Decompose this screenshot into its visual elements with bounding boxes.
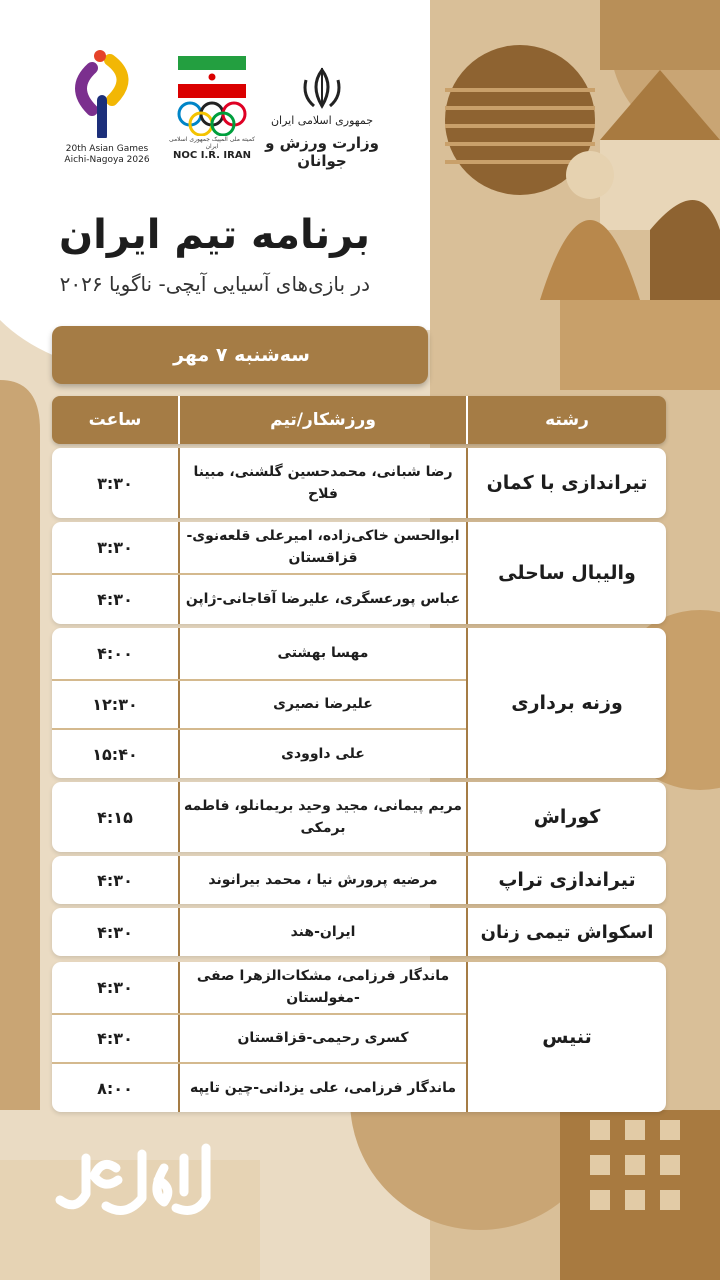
iran-flag-olympic-rings-icon (172, 54, 252, 136)
table-row (52, 908, 518, 956)
sport-name: والیبال ساحلی (498, 562, 636, 584)
table-row (52, 1064, 518, 1112)
team-cell: کسری رحیمی-قزاقستان (237, 1030, 409, 1046)
team-cell: مریم پیمانی، مجید وحید بریمانلو، فاطمه برمکی (184, 798, 462, 836)
team-cell: ماندگار فرزامی، مشکات‌الزهرا صفی -مغولستان (196, 968, 450, 1006)
ministry-line-1: جمهوری اسلامی ایران (270, 114, 374, 127)
time-cell: ۳:۳۰ (97, 537, 133, 557)
team-cell: مرضیه پرورش نیا ، محمد بیرانوند (208, 872, 438, 888)
table-row (52, 448, 518, 518)
page-subtitle: در بازی‌های آسیایی آیچی- ناگویا ۲۰۲۶ (59, 272, 370, 296)
header-logos (0, 48, 720, 168)
column-header-time: ساعت (88, 410, 142, 430)
sport-name: کوراش (533, 806, 601, 828)
iran-ghahreman-logo (46, 1128, 226, 1228)
table-row (52, 856, 518, 904)
time-cell: ۸:۰۰ (97, 1078, 133, 1098)
iran-emblem-icon (262, 66, 382, 110)
time-cell: ۴:۳۰ (97, 1028, 133, 1048)
noc-logo (168, 54, 256, 164)
schedule-group (52, 856, 666, 904)
noc-persian-caption: کمیته ملی المپیک جمهوری اسلامی ایران (168, 136, 256, 150)
time-cell: ۱۵:۴۰ (92, 744, 138, 764)
sport-name: تنیس (542, 1026, 592, 1048)
table-header (52, 396, 666, 444)
time-cell: ۴:۳۰ (97, 922, 133, 942)
team-cell: مهسا بهشتی (277, 645, 369, 661)
ministry-line-2: وزارت ورزش و جوانان (265, 134, 379, 170)
team-cell: ابوالحسن خاکی‌زاده، امیرعلی قلعه‌نوی-قزاقستان (186, 528, 460, 566)
time-cell: ۱۲:۳۰ (92, 694, 138, 714)
sport-name: تیراندازی با کمان (486, 472, 648, 494)
schedule-group (52, 908, 666, 956)
table-row (52, 522, 518, 572)
ministry-logo (262, 66, 382, 176)
team-cell: عباس پورعسگری، علیرضا آقاجانی-ژاپن (185, 591, 461, 607)
time-cell: ۴:۳۰ (97, 977, 133, 997)
schedule-group (52, 448, 666, 518)
sport-name: وزنه برداری (511, 692, 623, 714)
table-row (52, 730, 518, 778)
table-row (52, 680, 518, 728)
asian-games-logo (52, 48, 162, 168)
time-cell: ۴:۰۰ (97, 643, 133, 663)
table-row (52, 962, 518, 1012)
time-cell: ۳:۳۰ (97, 473, 133, 493)
table-row (52, 628, 518, 678)
page-title: برنامه تیم ایران (59, 212, 370, 258)
schedule-group (52, 628, 666, 778)
column-header-team: ورزشکار/تیم (270, 410, 376, 430)
schedule-group (52, 782, 666, 852)
table-row (52, 782, 518, 852)
games-caption-2: Aichi-Nagoya 2026 (64, 155, 150, 165)
noc-caption: NOC I.R. IRAN (173, 150, 251, 161)
time-cell: ۴:۱۵ (97, 807, 133, 827)
games-caption-1: 20th Asian Games (65, 144, 149, 154)
time-cell: ۴:۳۰ (97, 870, 133, 890)
table-row (52, 1014, 518, 1062)
team-cell: علی داوودی (281, 746, 365, 762)
table-row (52, 574, 518, 624)
sport-name: تیراندازی تراپ (498, 869, 636, 891)
asian-games-emblem-icon (52, 48, 162, 138)
sport-name: اسکواش تیمی زنان (480, 921, 654, 943)
team-cell: رضا شبانی، محمدحسین گلشنی، مبینا فلاح (193, 464, 453, 502)
team-cell: ماندگار فرزامی، علی یزدانی-چین تایپه (189, 1080, 457, 1096)
team-cell: علیرضا نصیری (273, 696, 373, 712)
team-cell: ایران-هند (290, 924, 356, 940)
column-header-sport: رشته (545, 410, 589, 430)
time-cell: ۴:۳۰ (97, 589, 133, 609)
date-banner: سه‌شنبه ۷ مهر (52, 326, 428, 384)
schedule-group (52, 962, 666, 1112)
schedule-group (52, 522, 666, 624)
